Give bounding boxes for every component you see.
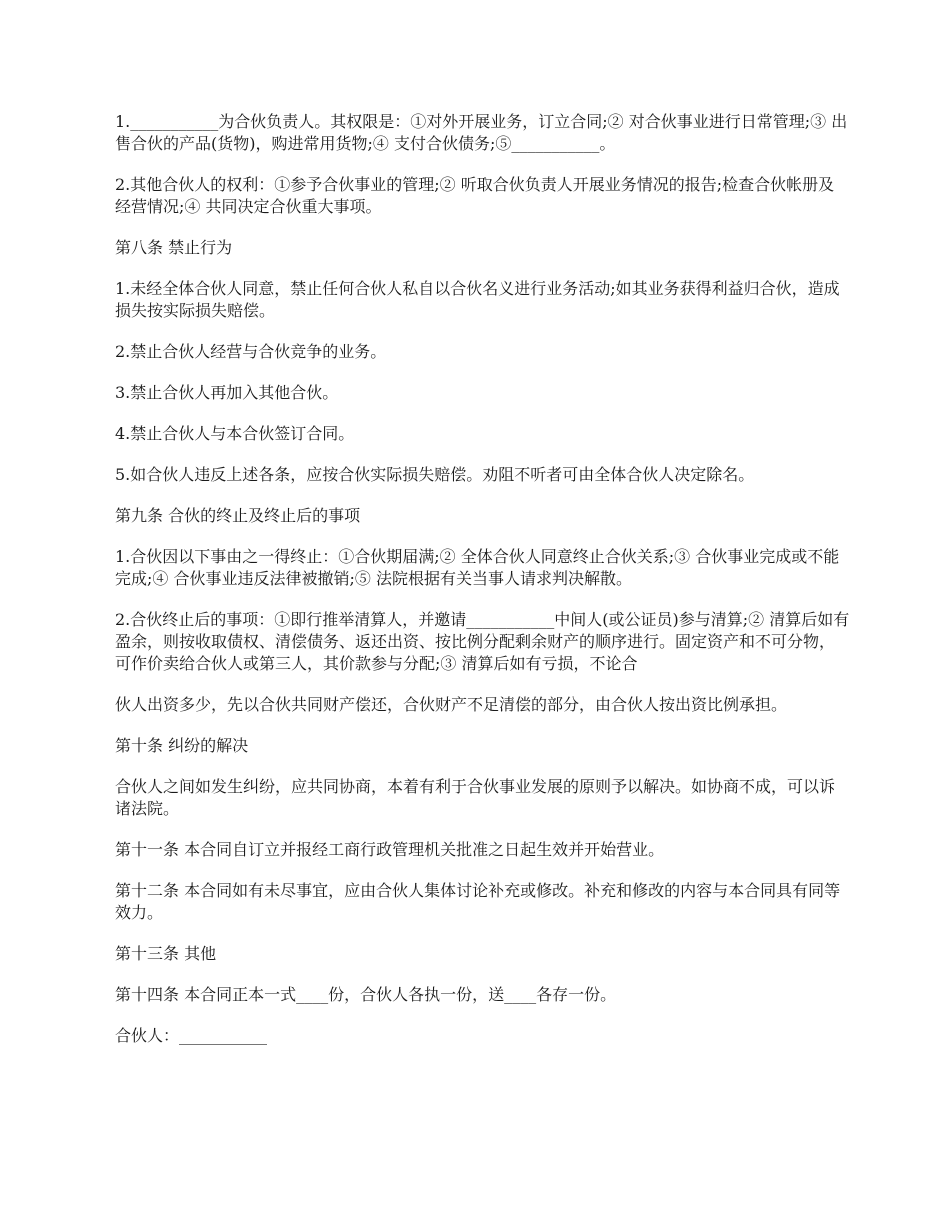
paragraph-partner-manager-powers: 1.___________为合伙负责人。其权限是：①对外开展业务，订立合同;② 对合伙事业进行日常管理;③ 出售合伙的产品(货物)，购进常用货物;④ 支付合伙债务;⑤___________。 (115, 112, 848, 153)
heading-article-13: 第十三条 其他 (115, 944, 217, 963)
heading-article-10: 第十条 纠纷的解决 (115, 736, 249, 755)
paragraph-article-8-item-4: 4.禁止合伙人与本合伙签订合同。 (115, 424, 355, 443)
paragraph-article-9-item-2-continued: 伙人出资多少，先以合伙共同财产偿还，合伙财产不足清偿的部分，由合伙人按出资比例承担。 (115, 695, 788, 714)
paragraph-article-8-item-3: 3.禁止合伙人再加入其他合伙。 (115, 383, 339, 402)
paragraph-article-8-item-5: 5.如合伙人违反上述各条，应按合伙实际损失赔偿。劝阻不听者可由全体合伙人决定除名。 (115, 465, 755, 484)
paragraph-article-8-item-1: 1.未经全体合伙人同意，禁止任何合伙人私自以合伙名义进行业务活动;如其业务获得利益归合伙，造成损失按实际损失赔偿。 (115, 279, 840, 320)
paragraph-article-9-item-2: 2.合伙终止后的事项：①即行推举清算人，并邀请___________中间人(或公证员)参与清算;② 清算后如有盈余，则按收取债权、清偿债务、返还出资、按比例分配剩余财产的顺序进行。固定资产和不可分物，可作价卖给合伙人或第三人，其价款参与分配;③ 清算后如有亏损，不论合 (115, 610, 850, 673)
paragraph-article-14: 第十四条 本合同正本一式____份，合伙人各执一份，送____各存一份。 (115, 985, 617, 1004)
paragraph-article-10-body: 合伙人之间如发生纠纷，应共同协商，本着有利于合伙事业发展的原则予以解决。如协商不成，可以诉诸法院。 (115, 777, 836, 818)
paragraph-other-partner-rights: 2.其他合伙人的权利：①参予合伙事业的管理;② 听取合伙负责人开展业务情况的报告;检查合伙帐册及经营情况;④ 共同决定合伙重大事项。 (115, 175, 835, 216)
document-page (115, 111, 850, 1066)
heading-article-8: 第八条 禁止行为 (115, 238, 233, 257)
heading-article-9: 第九条 合伙的终止及终止后的事项 (115, 506, 361, 525)
paragraph-article-9-item-1: 1.合伙因以下事由之一得终止：①合伙期届满;② 全体合伙人同意终止合伙关系;③ 合伙事业完成或不能完成;④ 合伙事业违反法律被撤销;⑤ 法院根据有关当事人请求判决解散。 (115, 547, 840, 588)
paragraph-article-11: 第十一条 本合同自订立并报经工商行政管理机关批准之日起生效并开始营业。 (115, 840, 665, 859)
paragraph-article-12: 第十二条 本合同如有未尽事宜，应由合伙人集体讨论补充或修改。补充和修改的内容与本合同具有同等效力。 (115, 881, 841, 922)
signature-line-partners: 合伙人：___________ (115, 1026, 268, 1045)
paragraph-article-8-item-2: 2.禁止合伙人经营与合伙竞争的业务。 (115, 342, 387, 361)
